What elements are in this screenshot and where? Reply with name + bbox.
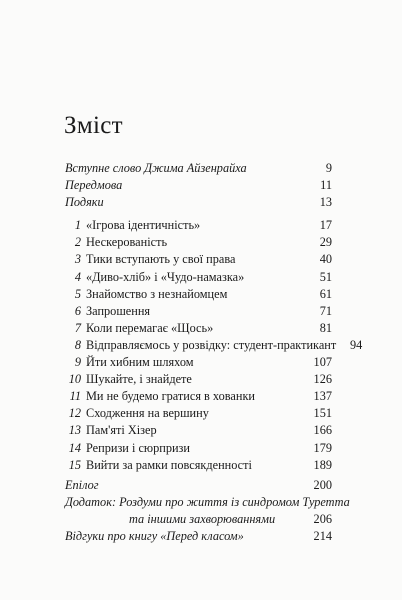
toc-entry-title: Йти хибним шляхом [86, 355, 194, 370]
toc-entry-chapter [65, 234, 332, 251]
page-title: Зміст [64, 112, 123, 139]
chapter-number: 13 [68, 423, 81, 438]
toc-entry-title: Вийти за рамки повсякденності [86, 457, 252, 472]
toc-entry-title-continued: та іншими захворюваннями [129, 511, 276, 526]
toc-entry-page: 51 [319, 269, 332, 284]
toc-entry-page: 189 [313, 457, 332, 472]
toc-entry-page: 206 [313, 511, 332, 526]
toc-entry-page: 71 [319, 303, 332, 318]
chapter-number: 4 [74, 269, 81, 284]
chapter-number: 14 [68, 440, 81, 455]
toc-entry-title: Репризи і сюрпризи [86, 440, 190, 455]
toc-entry-page: 214 [313, 528, 332, 543]
toc-entry-chapter [65, 388, 332, 405]
toc-entry-title: «Диво-хліб» і «Чудо-намазка» [86, 269, 245, 284]
toc-entry-page: 13 [319, 195, 332, 210]
toc-entry-title: Відправляємось у розвідку: студент-практикант [86, 337, 337, 352]
toc-entry-chapter [65, 457, 332, 474]
toc-entry-title: Ми не будемо гратися в хованки [86, 389, 256, 404]
toc-entry-page: 166 [313, 423, 332, 438]
chapter-number: 6 [74, 303, 81, 318]
toc-entry-chapter [65, 405, 332, 422]
chapter-number: 11 [69, 389, 81, 404]
toc-entry-epilogue [65, 477, 332, 494]
toc-entry-chapter [65, 286, 332, 303]
toc-entry-chapter [65, 422, 332, 439]
toc-entry-page: 151 [313, 406, 332, 421]
toc-entry-title: Тики вступають у свої права [86, 252, 236, 267]
toc-entry-chapter [65, 354, 332, 371]
chapter-number: 9 [74, 355, 81, 370]
toc-entry-page: 126 [313, 372, 332, 387]
toc-entry-appendix [65, 494, 350, 528]
toc-entry-chapter [65, 371, 332, 388]
toc-entry-title: Знайомство з незнайомцем [86, 286, 228, 301]
toc-entry-page: 94 [349, 337, 363, 352]
toc-entry-preface [65, 177, 332, 194]
toc-entry-page: 40 [319, 252, 332, 267]
toc-entry-title: Подяки [65, 195, 104, 210]
toc-entry-chapter [65, 320, 332, 337]
toc-entry-chapter [65, 217, 332, 234]
chapter-number: 2 [74, 235, 81, 250]
toc-entry-foreword [65, 160, 332, 177]
toc-entry-chapter [65, 269, 332, 286]
toc-entry-page: 179 [313, 440, 332, 455]
chapter-number: 5 [74, 286, 81, 301]
chapter-number: 10 [68, 372, 81, 387]
toc-entry-page: 29 [319, 235, 332, 250]
toc-entry-page: 17 [319, 218, 332, 233]
toc-entry-page: 137 [313, 389, 332, 404]
toc-entry-chapter [65, 337, 363, 354]
chapter-list [65, 217, 363, 473]
toc-entry-page: 81 [319, 320, 332, 335]
toc-entry-chapter [65, 303, 332, 320]
toc-entry-title: Коли перемагає «Щось» [86, 320, 214, 335]
toc-entry-title: Епілог [65, 477, 99, 492]
chapter-number: 7 [74, 320, 81, 335]
toc-entry-title: Вступне слово Джима Айзенрайха [65, 161, 247, 175]
toc-entry-title: Відгуки про книгу «Перед класом» [65, 528, 244, 543]
chapter-number: 3 [74, 252, 81, 267]
chapter-number: 8 [74, 337, 81, 352]
toc-entry-title: Нескерованість [86, 235, 168, 250]
chapter-number: 1 [74, 218, 81, 233]
toc-entry-title: Додаток: Роздуми про життя із синдромом Туретта [65, 494, 350, 509]
chapter-number: 15 [68, 457, 81, 472]
toc-entry-chapter [65, 251, 332, 268]
toc-entry-title: Сходження на вершину [86, 406, 209, 421]
toc-entry-title: «Ігрова ідентичність» [86, 218, 201, 233]
toc-entry-title: Передмова [65, 178, 123, 193]
table-of-contents [65, 160, 363, 545]
toc-entry-page: 200 [313, 477, 332, 492]
toc-entry-title: Запрошення [86, 303, 151, 318]
toc-entry-title: Пам'яті Хізер [86, 423, 157, 438]
toc-entry-title: Шукайте, і знайдете [86, 372, 192, 387]
toc-entry-page: 107 [313, 355, 332, 370]
toc-entry-acknowledgements [65, 194, 332, 211]
toc-entry-chapter [65, 440, 332, 457]
toc-entry-reviews [65, 528, 332, 545]
toc-entry-page: 11 [320, 178, 332, 193]
chapter-number: 12 [68, 406, 81, 421]
toc-entry-page: 61 [319, 286, 332, 301]
toc-entry-page: 9 [325, 161, 332, 175]
